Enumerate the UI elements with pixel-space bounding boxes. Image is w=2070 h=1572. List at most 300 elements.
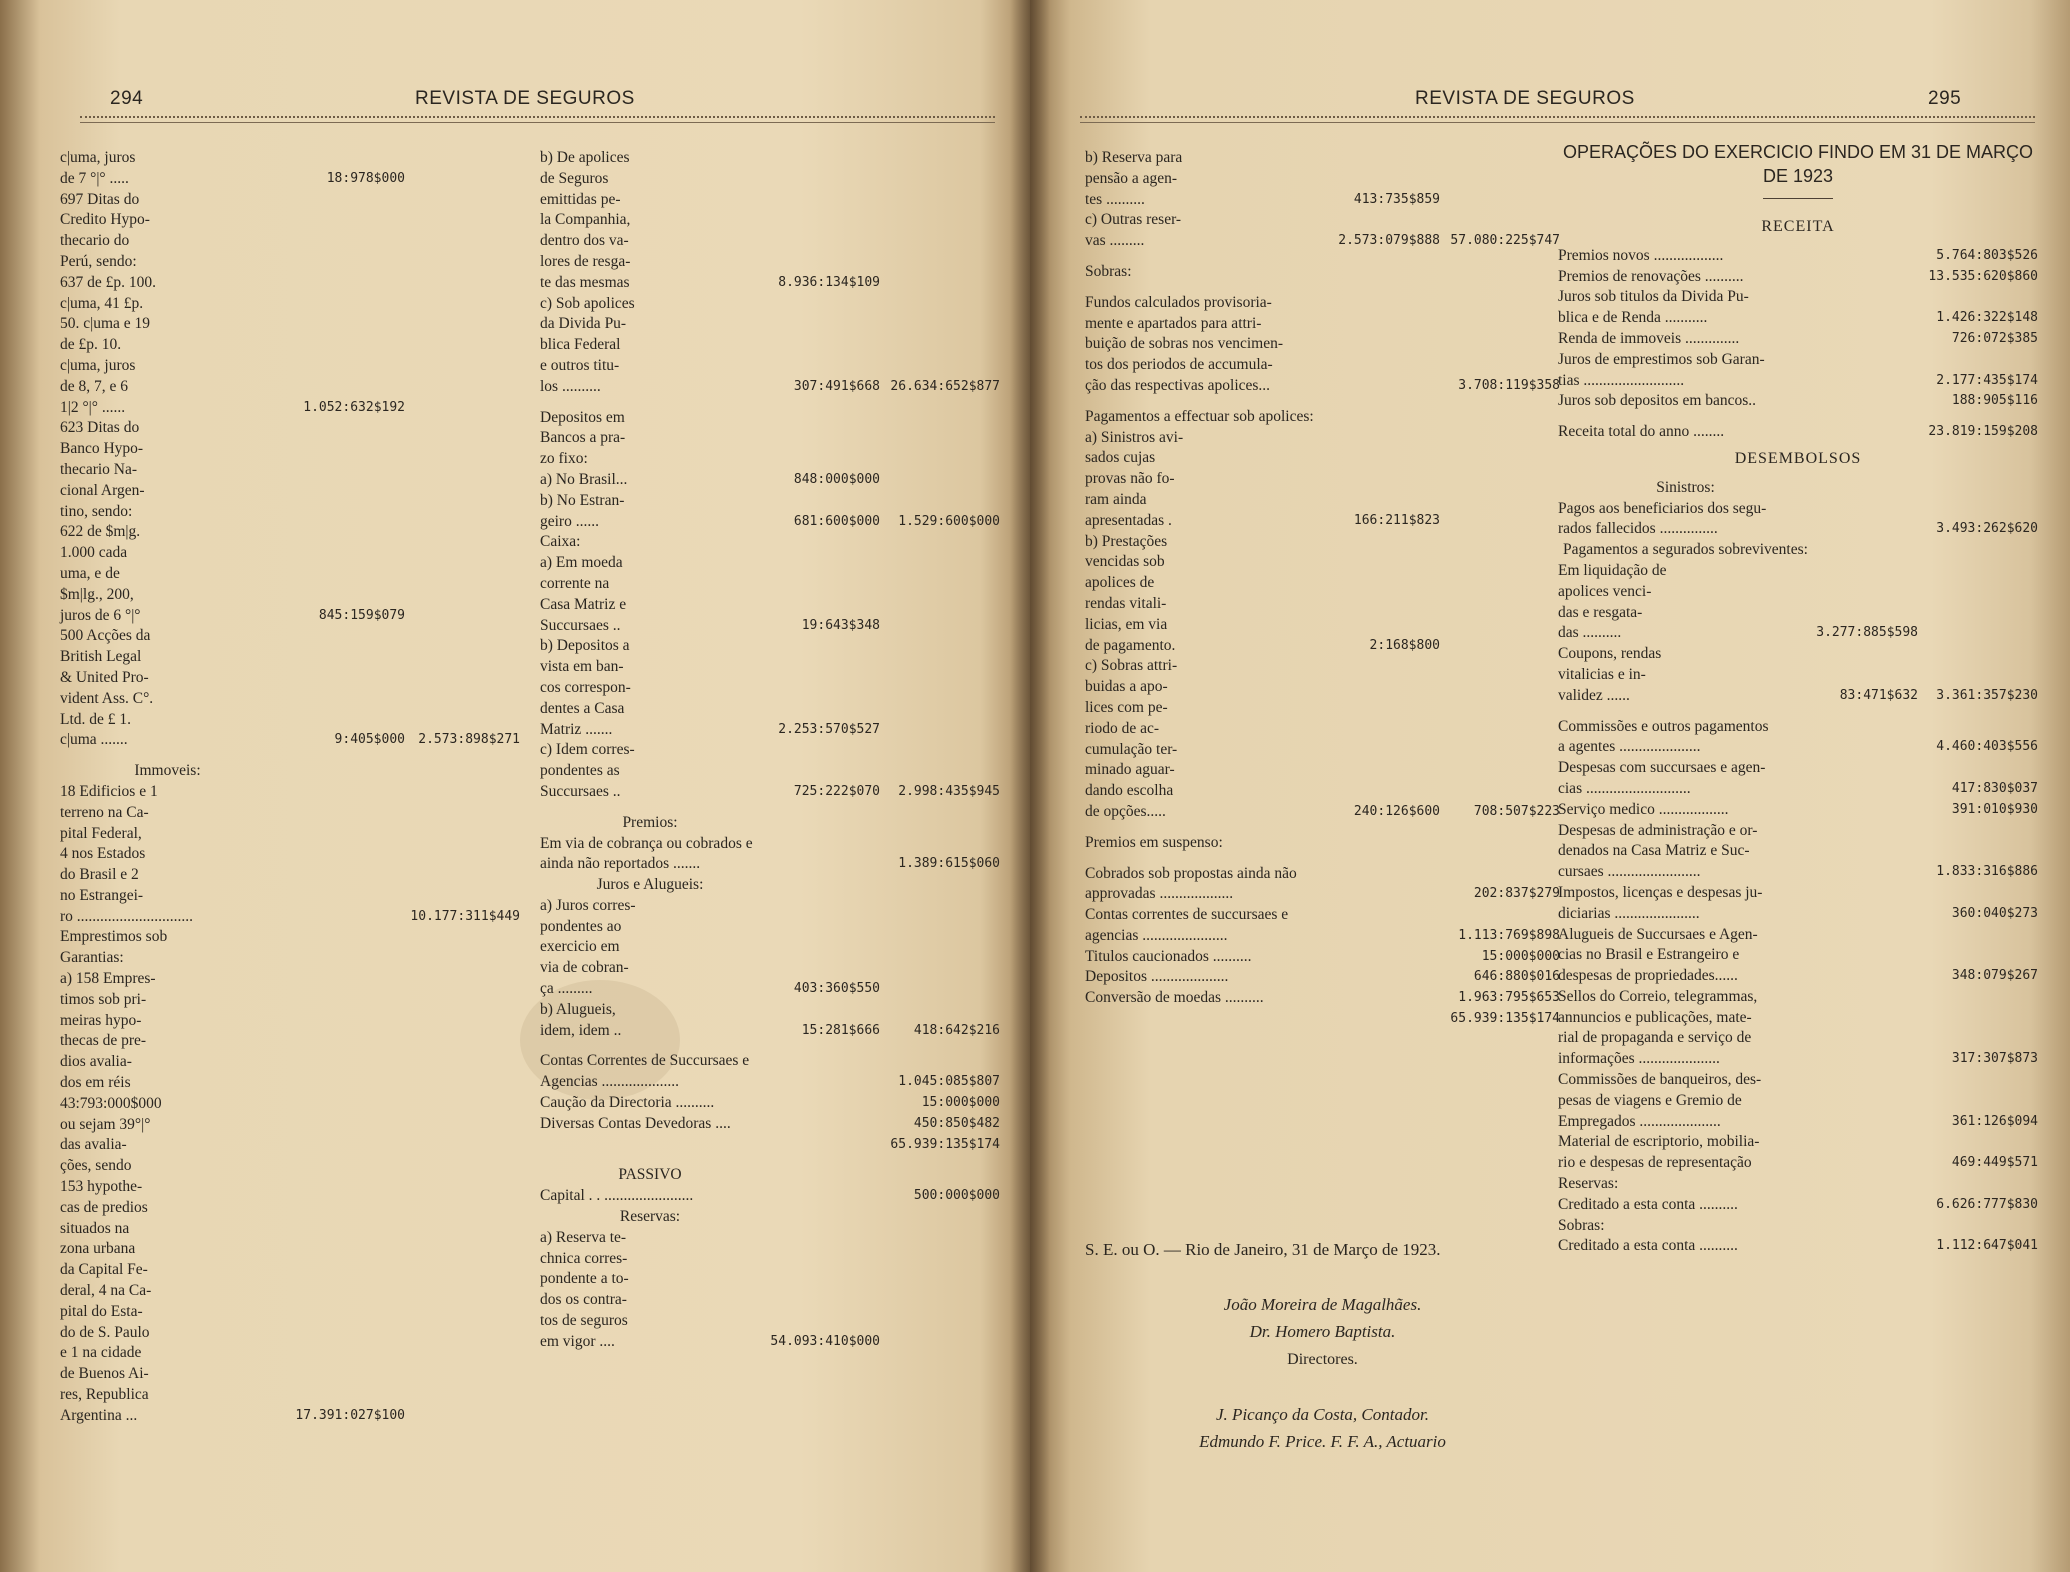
ledger-row	[60, 824, 520, 845]
ledger-label: a agentes .....................	[1558, 738, 1701, 756]
ledger-label: buição de sobras nos vencimen-	[1085, 335, 1283, 353]
ledger-row	[1085, 677, 1560, 698]
ledger-row	[1558, 422, 2038, 443]
ledger-row	[1085, 967, 1560, 988]
ledger-row	[1558, 1049, 2038, 1070]
ledger-row	[1558, 665, 2038, 686]
ledger-label: b) Reserva para	[1085, 149, 1183, 166]
ledger-label: b) No Estran-	[540, 491, 625, 509]
ledger-label: das ..........	[1558, 624, 1622, 642]
ledger-value: 2.177:435$174	[1936, 372, 2038, 388]
ledger-label: Capital . . .......................	[540, 1187, 694, 1205]
ledger-value: 26.634:652$877	[890, 378, 1000, 394]
ledger-label: apolices venci-	[1558, 582, 1652, 600]
ledger-label: a) Juros corres-	[540, 896, 636, 914]
ledger-row	[540, 979, 1000, 1000]
ledger-label: cional Argen-	[60, 481, 145, 499]
ledger-label: e 1 na cidade	[60, 1344, 142, 1362]
ledger-row	[1558, 758, 2038, 779]
ledger-row	[540, 1072, 1000, 1093]
ledger-label: despesas de propriedades......	[1558, 967, 1738, 985]
desembolsos-heading: DESEMBOLSOS	[1734, 449, 1862, 467]
ledger-label: dando escolha	[1085, 782, 1174, 800]
ledger-row	[1085, 552, 1560, 573]
ledger-row	[1085, 656, 1560, 677]
ledger-row	[60, 1177, 520, 1198]
ledger-value: 361:126$094	[1951, 1113, 2038, 1129]
ledger-label: Impostos, licenças e despesas ju-	[1558, 883, 1763, 901]
spacer	[540, 1041, 1000, 1051]
ledger-label: Receita total do anno ........	[1558, 423, 1725, 441]
ledger-row	[540, 854, 1000, 875]
ledger-row	[540, 595, 1000, 616]
ledger-label: tos dos periodos de accumula-	[1085, 356, 1273, 374]
ledger-value: 708:507$223	[1473, 803, 1560, 819]
ledger-value: 1.389:615$060	[898, 856, 1000, 872]
ledger-row	[60, 1260, 520, 1281]
center-column-assets	[540, 148, 1000, 1353]
ledger-row	[60, 439, 520, 460]
ledger-value: 17.391:027$100	[295, 1407, 405, 1423]
ledger-row	[1558, 519, 2038, 540]
ledger-row	[60, 606, 520, 627]
ledger-value: 13.535:620$860	[1928, 268, 2038, 284]
ledger-row	[540, 917, 1000, 938]
ledger-row	[1558, 371, 2038, 392]
ledger-value: 19:643$348	[801, 617, 880, 633]
ledger-row	[1085, 428, 1560, 449]
ledger-row	[1085, 532, 1560, 553]
ledger-row	[540, 1000, 1000, 1021]
ledger-label: exercicio em	[540, 938, 620, 956]
ledger-row	[1085, 698, 1560, 719]
ledger-row	[1558, 391, 2038, 412]
ledger-row	[540, 1290, 1000, 1311]
ledger-label: Matriz .......	[540, 720, 613, 738]
ledger-row	[1558, 540, 2038, 561]
ledger-row	[60, 730, 520, 751]
ledger-label: de £p. 10.	[60, 336, 122, 354]
ledger-row	[1558, 623, 2038, 644]
signature-block	[1085, 1240, 1560, 1453]
ledger-row	[1085, 169, 1560, 190]
ledger-label: PASSIVO	[618, 1166, 682, 1184]
ledger-label: e outros titu-	[540, 356, 620, 374]
ledger-label: pesas de viagens e Gremio de	[1558, 1091, 1742, 1109]
ledger-row	[1558, 1028, 2038, 1049]
ledger-row	[1558, 350, 2038, 371]
ledger-label: Juros e Alugueis:	[596, 876, 704, 894]
ledger-row	[540, 1021, 1000, 1042]
ledger-label: Renda de immoveis ..............	[1558, 329, 1740, 347]
ledger-row	[1558, 308, 2038, 329]
ledger-row	[1085, 864, 1560, 885]
page-number-left: 294	[110, 88, 144, 109]
ledger-row	[540, 740, 1000, 761]
contador: J. Picanço da Costa, Contador.	[1216, 1405, 1429, 1425]
ledger-row	[540, 1311, 1000, 1332]
ledger-label: Sobras:	[1558, 1216, 1605, 1234]
ledger-label: a) Sinistros avi-	[1085, 428, 1184, 446]
ledger-label: Casa Matriz e	[540, 595, 627, 613]
ledger-label: dios avalia-	[60, 1053, 132, 1071]
title-rule	[1763, 198, 1833, 199]
ledger-value: 2:168$800	[1369, 637, 1440, 653]
ledger-label: Diversas Contas Devedoras ....	[540, 1114, 731, 1132]
ledger-label: pital do Esta-	[60, 1302, 143, 1320]
ledger-value: 15:000$000	[921, 1095, 1000, 1111]
ledger-label: Juros sob titulos da Divida Pu-	[1558, 288, 1749, 306]
ledger-row	[540, 678, 1000, 699]
ledger-row	[1558, 287, 2038, 308]
ledger-row	[540, 636, 1000, 657]
ledger-label: minado aguar-	[1085, 761, 1175, 779]
ledger-label: Depositos ....................	[1085, 968, 1229, 986]
ledger-row	[60, 1031, 520, 1052]
ledger-row	[1085, 355, 1560, 376]
ledger-label: vident Ass. C°.	[60, 689, 154, 707]
ledger-row	[1558, 1195, 2038, 1216]
ledger-label: b) Alugueis,	[540, 1000, 616, 1018]
spacer	[1558, 707, 2038, 717]
ledger-label: $m|lg., 200,	[60, 585, 134, 603]
ledger-row	[540, 428, 1000, 449]
ledger-row	[1085, 884, 1560, 905]
ledger-value: 65.939:135$174	[1450, 1011, 1560, 1027]
ledger-row	[1085, 231, 1560, 252]
ledger-row	[540, 532, 1000, 553]
ledger-label: Pagos aos beneficiarios dos segu-	[1558, 499, 1767, 517]
ledger-row	[60, 210, 520, 231]
ledger-row	[540, 148, 1000, 169]
ledger-row	[540, 231, 1000, 252]
ledger-row	[60, 710, 520, 731]
ledger-row	[60, 948, 520, 969]
ledger-label: blica Federal	[540, 336, 621, 354]
ledger-label: zona urbana	[60, 1240, 136, 1258]
ledger-label: mente e apartados para attri-	[1085, 314, 1262, 332]
ledger-label: 4 nos Estados	[60, 845, 146, 863]
ledger-label: uma, e de	[60, 564, 120, 582]
ledger-label: riodo de ac-	[1085, 719, 1160, 737]
ledger-row	[60, 1343, 520, 1364]
ledger-value: 1.833:316$886	[1936, 864, 2038, 880]
ledger-label: pondente a to-	[540, 1270, 629, 1288]
ledger-row	[540, 408, 1000, 429]
ledger-label: de opções.....	[1085, 802, 1166, 820]
header-rule	[80, 116, 995, 123]
ledger-label: vencidas sob	[1085, 553, 1165, 571]
ledger-label: Titulos caucionados ..........	[1085, 947, 1252, 965]
ledger-row	[1558, 1112, 2038, 1133]
ledger-row	[540, 657, 1000, 678]
ledger-row	[1085, 376, 1560, 397]
ledger-row	[1558, 717, 2038, 738]
ledger-row	[60, 1052, 520, 1073]
ledger-label: informações .....................	[1558, 1050, 1720, 1068]
ledger-row	[1085, 573, 1560, 594]
ledger-label: terreno na Ca-	[60, 803, 149, 821]
ledger-label: provas não fo-	[1085, 470, 1175, 488]
ledger-row	[60, 418, 520, 439]
ledger-row	[540, 896, 1000, 917]
ledger-row	[1085, 833, 1560, 854]
ledger-label: Contas correntes de succursaes e	[1085, 906, 1289, 924]
ledger-label: Creditado a esta conta ..........	[1558, 1195, 1738, 1213]
ledger-row	[60, 990, 520, 1011]
ledger-value: 726:072$385	[1951, 330, 2038, 346]
ledger-label: denados na Casa Matriz e Suc-	[1558, 842, 1750, 860]
book-gutter	[1010, 0, 1050, 1572]
ledger-value: 391:010$930	[1951, 801, 2038, 817]
ledger-value: 8.936:134$109	[778, 274, 880, 290]
ledger-row	[60, 398, 520, 419]
ledger-label: agencias ......................	[1085, 926, 1228, 944]
ledger-label: ção das respectivas apolices...	[1085, 376, 1271, 394]
ledger-row	[1085, 740, 1560, 761]
ledger-row	[540, 1165, 1000, 1186]
ledger-row	[1558, 329, 2038, 350]
operations-column	[1558, 140, 2038, 1257]
ledger-label: te das mesmas	[540, 273, 630, 291]
ledger-row	[60, 907, 520, 928]
ledger-row	[1558, 1132, 2038, 1153]
ledger-row	[60, 1011, 520, 1032]
ledger-row	[540, 616, 1000, 637]
ledger-row	[60, 927, 520, 948]
left-column-assets	[60, 148, 520, 1427]
ledger-label: Banco Hypo-	[60, 440, 144, 458]
ledger-value: 307:491$668	[793, 378, 880, 394]
ledger-label: situados na	[60, 1219, 130, 1237]
ledger-row	[1558, 246, 2038, 267]
ledger-row	[540, 314, 1000, 335]
ledger-value: 403:360$550	[793, 981, 880, 997]
ledger-label: 1|2 °|° ......	[60, 398, 126, 416]
ledger-value: 450:850$482	[913, 1115, 1000, 1131]
ledger-label: cos correspon-	[540, 678, 631, 696]
ledger-label: da Divida Pu-	[540, 315, 627, 333]
spacer	[1085, 283, 1560, 293]
ledger-row	[60, 1302, 520, 1323]
ledger-value: 848:000$000	[793, 471, 880, 487]
ledger-row	[60, 844, 520, 865]
ledger-value: 23.819:159$208	[1928, 424, 2038, 440]
ledger-label: 697 Ditas do	[60, 190, 140, 208]
ledger-label: Empregados .....................	[1558, 1112, 1721, 1130]
ledger-row	[540, 699, 1000, 720]
ledger-row	[1558, 987, 2038, 1008]
ledger-label: Perú, sendo:	[60, 252, 137, 270]
ledger-row	[540, 377, 1000, 398]
ledger-value: 202:837$279	[1473, 886, 1560, 902]
ledger-row	[1558, 1091, 2038, 1112]
ledger-label: Creditado a esta conta ..........	[1558, 1237, 1738, 1255]
ledger-row	[540, 1249, 1000, 1270]
ledger-label: das avalia-	[60, 1136, 127, 1154]
ledger-row	[540, 1228, 1000, 1249]
ledger-label: Fundos calculados provisoria-	[1085, 293, 1272, 311]
ledger-label: tos de seguros	[540, 1312, 628, 1330]
right-column-liabilities	[1085, 148, 1560, 1030]
ledger-label: a) Em moeda	[540, 554, 623, 572]
ledger-label: dentes a Casa	[540, 699, 625, 717]
ledger-label: Sinistros:	[1656, 478, 1715, 496]
ledger-row	[60, 169, 520, 190]
ledger-row	[1085, 636, 1560, 657]
ledger-row	[540, 1207, 1000, 1228]
ledger-label: idem, idem ..	[540, 1021, 622, 1039]
ledger-label: c) Outras reser-	[1085, 211, 1182, 229]
ledger-row	[1558, 904, 2038, 925]
ledger-label: Caução da Directoria ..........	[540, 1094, 715, 1112]
ledger-label: pensão a agen-	[1085, 169, 1178, 187]
ledger-row	[1558, 686, 2038, 707]
ledger-label: chnica corres-	[540, 1249, 628, 1267]
ledger-row	[540, 1332, 1000, 1353]
ledger-label: juros de 6 °|°	[60, 606, 141, 624]
spacer	[540, 398, 1000, 408]
right-page	[1030, 0, 2070, 1572]
ledger-value: 54.093:410$000	[770, 1333, 880, 1349]
ledger-row	[1558, 561, 2038, 582]
ledger-row	[60, 803, 520, 824]
spacer	[540, 1155, 1000, 1165]
place-date: S. E. ou O. — Rio de Janeiro, 31 de Março de 1923.	[1085, 1240, 1441, 1259]
ledger-label: Despesas com succursaes e agen-	[1558, 759, 1766, 777]
ledger-row	[60, 273, 520, 294]
ledger-row	[1558, 841, 2038, 862]
spacer	[1085, 823, 1560, 833]
ledger-label: Depositos em	[540, 408, 625, 426]
ledger-label: Alugueis de Succursaes e Agen-	[1558, 925, 1758, 943]
ledger-row	[1558, 966, 2038, 987]
ledger-row	[540, 574, 1000, 595]
ledger-row	[60, 1219, 520, 1240]
ledger-row	[1558, 499, 2038, 520]
ledger-label: diciarias ......................	[1558, 904, 1700, 922]
ledger-value: 3.493:262$620	[1936, 521, 2038, 537]
ledger-label: Reservas:	[1558, 1175, 1619, 1193]
ledger-row	[1558, 1070, 2038, 1091]
ledger-label: c|uma, 41 £p.	[60, 294, 144, 312]
ledger-label: cias ...........................	[1558, 779, 1691, 797]
ledger-label: Coupons, rendas	[1558, 645, 1662, 663]
operations-title: OPERAÇÕES DO EXERCICIO FINDO EM 31 DE MARÇO DE 1923	[1562, 142, 2034, 186]
ledger-row	[1558, 1236, 2038, 1257]
ledger-row	[540, 335, 1000, 356]
ledger-row	[60, 1406, 520, 1427]
ledger-value: 1.963:795$653	[1458, 990, 1560, 1006]
ledger-value: 3.361:357$230	[1936, 687, 2038, 703]
ledger-value: 10.177:311$449	[410, 908, 520, 924]
ledger-row	[60, 761, 520, 782]
ledger-label: Immoveis:	[134, 762, 201, 780]
ledger-row	[60, 782, 520, 803]
ledger-label: dentro dos va-	[540, 232, 629, 250]
ledger-label: c|uma .......	[60, 731, 128, 749]
ledger-value: 6.626:777$830	[1936, 1196, 2038, 1212]
ledger-label: 622 de $m|g.	[60, 523, 141, 541]
ledger-label: apolices de	[1085, 574, 1155, 592]
ledger-label: geiro ......	[540, 512, 599, 530]
ledger-value: 1.113:769$898	[1458, 927, 1560, 943]
ledger-row	[540, 1051, 1000, 1072]
ledger-row	[1558, 883, 2038, 904]
ledger-label: Agencias ....................	[540, 1073, 680, 1091]
ledger-label: cias no Brasil e Estrangeiro e	[1558, 946, 1740, 964]
ledger-row	[60, 1281, 520, 1302]
ledger-row	[60, 1073, 520, 1094]
ledger-row	[540, 875, 1000, 896]
ledger-row	[1085, 407, 1560, 428]
ledger-row	[540, 761, 1000, 782]
ledger-label: zo fixo:	[540, 450, 588, 468]
ledger-label: Emprestimos sob	[60, 928, 168, 946]
ledger-row	[540, 1114, 1000, 1135]
ledger-label: via de cobran-	[540, 959, 629, 977]
ledger-row	[1558, 267, 2038, 288]
ledger-label: ainda não reportados .......	[540, 855, 701, 873]
ledger-label: Premios:	[622, 813, 678, 831]
ledger-label: pondentes as	[540, 762, 620, 780]
ledger-value: 413:735$859	[1353, 191, 1440, 207]
ledger-label: & United Pro-	[60, 668, 149, 686]
ledger-label: sados cujas	[1085, 449, 1156, 467]
ledger-row	[1085, 1009, 1560, 1030]
ledger-row	[1085, 511, 1560, 532]
ledger-label: Premios novos ..................	[1558, 246, 1724, 264]
ledger-label: licias, em via	[1085, 615, 1168, 633]
ledger-label: das e resgata-	[1558, 603, 1643, 621]
ledger-row	[540, 273, 1000, 294]
ledger-label: Succursaes ..	[540, 616, 621, 634]
ledger-row	[60, 377, 520, 398]
ledger-row	[60, 356, 520, 377]
ledger-label: Em liquidação de	[1558, 561, 1667, 579]
ledger-value: 83:471$632	[1839, 687, 1918, 703]
ledger-value: 417:830$037	[1951, 780, 2038, 796]
ledger-row	[1558, 779, 2038, 800]
ledger-label: Credito Hypo-	[60, 211, 150, 229]
ledger-row	[1085, 262, 1560, 283]
ledger-row	[60, 969, 520, 990]
ledger-row	[1085, 490, 1560, 511]
ledger-row	[540, 1269, 1000, 1290]
ledger-label: ça .........	[540, 980, 593, 998]
ledger-label: corrente na	[540, 574, 610, 592]
running-header-left: REVISTA DE SEGUROS	[415, 88, 635, 109]
ledger-row	[60, 1239, 520, 1260]
ledger-row	[60, 1156, 520, 1177]
ledger-label: da Capital Fe-	[60, 1261, 148, 1279]
ledger-label: 153 hypothe-	[60, 1178, 143, 1196]
ledger-label: Juros sob depositos em bancos..	[1558, 392, 1757, 410]
ledger-label: cas de predios	[60, 1198, 148, 1216]
ledger-label: ções, sendo	[60, 1157, 132, 1175]
director-1: João Moreira de Magalhães.	[1223, 1294, 1422, 1314]
ledger-value: 15:281$666	[801, 1022, 880, 1038]
spacer	[60, 751, 520, 761]
ledger-label: cumulação ter-	[1085, 740, 1178, 758]
ledger-value: 681:600$000	[793, 513, 880, 529]
ledger-label: a) Reserva te-	[540, 1228, 627, 1246]
ledger-label: thecas de pre-	[60, 1032, 147, 1050]
ledger-label: 50. c|uma e 19	[60, 315, 151, 333]
spacer	[1085, 252, 1560, 262]
ledger-label: a) 158 Empres-	[60, 970, 156, 988]
ledger-row	[60, 460, 520, 481]
